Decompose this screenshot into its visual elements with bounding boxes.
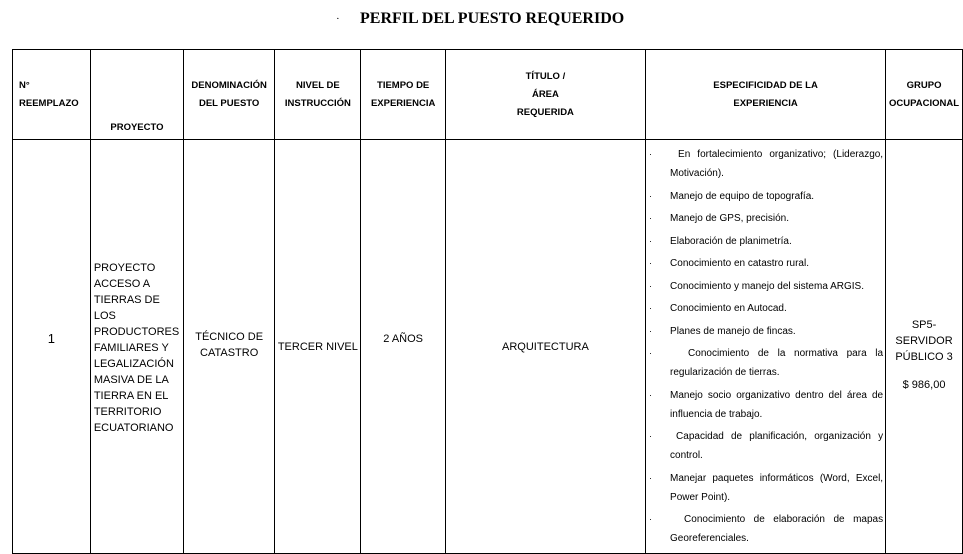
list-item: · Manejar paquetes informáticos (Word, Excel, Power Point). xyxy=(670,469,883,507)
bullet-icon: · xyxy=(649,514,653,524)
cell-tiempo: 2 AÑOS xyxy=(361,140,445,554)
list-item: · Manejo de equipo de topografía. xyxy=(670,187,883,206)
document-title: PERFIL DEL PUESTO REQUERIDO xyxy=(360,10,625,27)
cell-titulo: ARQUITECTURA xyxy=(445,140,645,554)
header-especificidad: ESPECIFICIDAD DE LA EXPERIENCIA xyxy=(646,50,886,140)
bullet-icon: · xyxy=(649,431,653,441)
cell-denominacion: TÉCNICO DE CATASTRO xyxy=(184,140,275,554)
list-item: · Elaboración de planimetría. xyxy=(670,232,883,251)
bullet-icon: · xyxy=(649,213,653,223)
header-denominacion: DENOMINACIÓN DEL PUESTO xyxy=(184,50,275,140)
bullet-icon: · xyxy=(649,190,653,201)
title-row xyxy=(0,10,963,32)
header-row xyxy=(13,50,963,140)
list-item: · Manejo de GPS, precisión. xyxy=(670,209,883,228)
list-item: · Conocimiento de la normativa para la regularización de tierras. xyxy=(670,344,883,382)
header-tiempo: TIEMPO DE EXPERIENCIA xyxy=(361,50,445,140)
bullet-icon: · xyxy=(649,472,653,483)
list-item: · Conocimiento en Autocad. xyxy=(670,299,883,318)
job-profile-table xyxy=(12,49,963,554)
list-item: · Conocimiento y manejo del sistema ARGIS. xyxy=(670,277,883,296)
cell-nivel: TERCER NIVEL xyxy=(275,140,361,554)
bullet-icon: · xyxy=(649,149,653,159)
bullet-icon: · xyxy=(649,235,653,246)
cell-grupo: SP5- SERVIDOR PÚBLICO 3 $ 986,00 xyxy=(886,140,963,554)
header-proyecto: PROYECTO xyxy=(90,50,183,140)
bullet-icon: · xyxy=(649,258,653,268)
bullet-icon: · xyxy=(649,303,653,313)
header-grupo: GRUPO OCUPACIONAL xyxy=(886,50,963,140)
bullet-icon: · xyxy=(649,280,653,291)
salary-value: $ 986,00 xyxy=(902,378,946,391)
list-item: · Conocimiento en catastro rural. xyxy=(670,254,883,273)
header-titulo: TÍTULO / ÁREA REQUERIDA xyxy=(445,50,645,140)
list-item: · Conocimiento de elaboración de mapas Georeferenciales. xyxy=(670,510,883,548)
header-reemplazo: N° REEMPLAZO xyxy=(13,50,91,140)
list-item: · Capacidad de planificación, organización y control. xyxy=(670,427,883,465)
table-row xyxy=(13,140,963,554)
bullet-icon: · xyxy=(649,325,653,336)
header-nivel: NIVEL DE INSTRUCCIÓN xyxy=(275,50,361,140)
title-bullet: · xyxy=(336,13,340,25)
list-item: · Manejo socio organizativo dentro del área de influencia de trabajo. xyxy=(670,386,883,424)
cell-proyecto: PROYECTO ACCESO A TIERRAS DE LOS PRODUCTORES FAMILIARES Y LEGALIZACIÓN MASIVA DE LA TIERRA EN EL TERRITORIO ECUATORIANO xyxy=(90,140,183,554)
cell-reemplazo: 1 xyxy=(13,140,91,554)
bullet-icon: · xyxy=(649,389,653,400)
list-item: · En fortalecimiento organizativo; (Liderazgo, Motivación). xyxy=(670,145,883,183)
bullet-icon: · xyxy=(649,348,653,358)
list-item: · Planes de manejo de fincas. xyxy=(670,322,883,341)
cell-especificidad xyxy=(646,140,886,554)
